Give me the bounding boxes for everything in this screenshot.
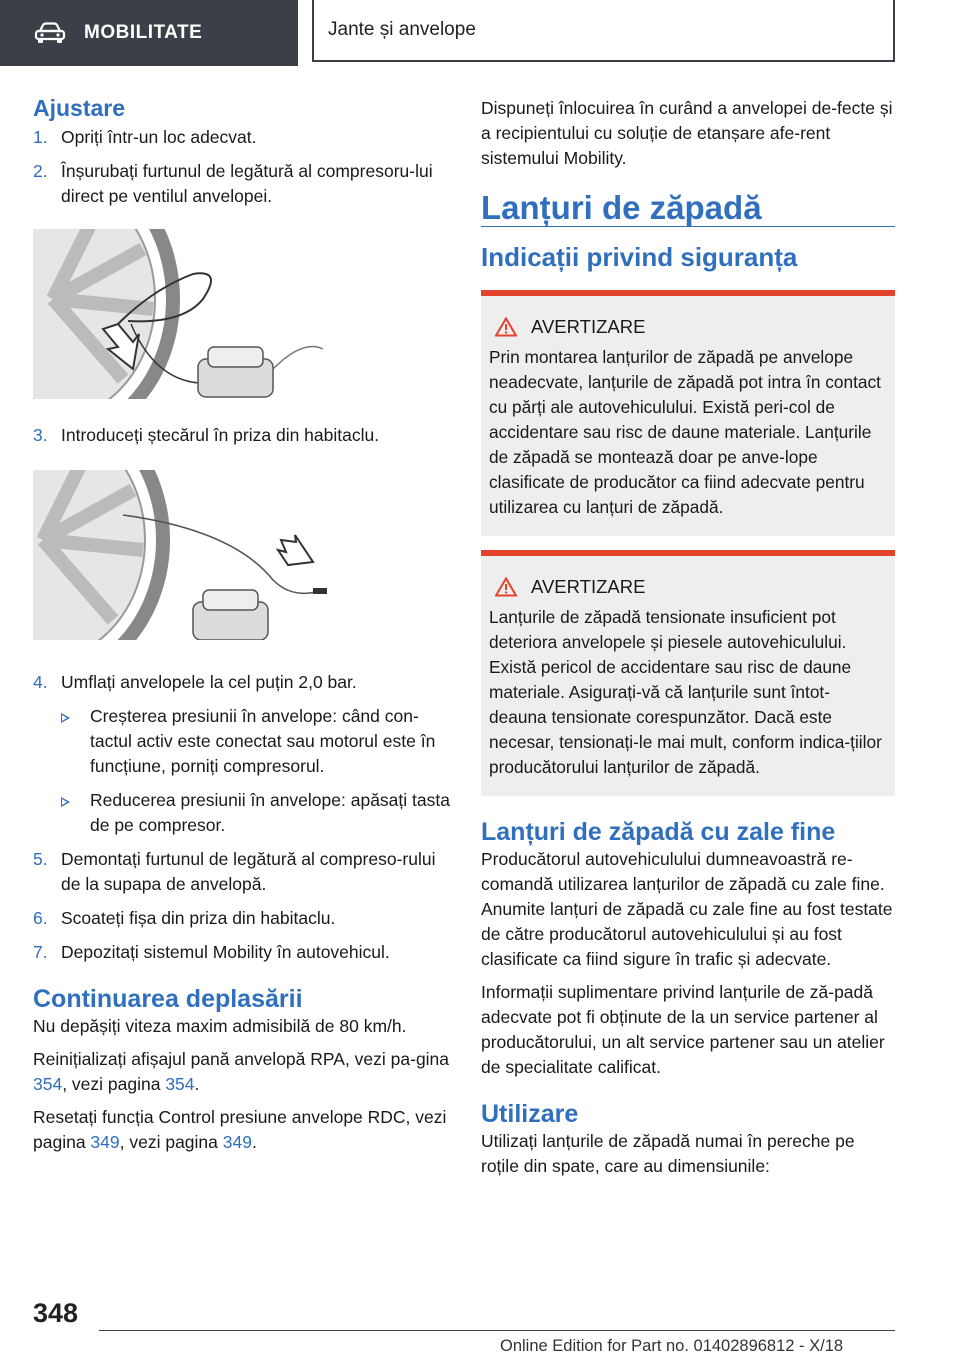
step-number: 1.	[33, 127, 48, 147]
car-icon	[34, 22, 66, 44]
step-number: 4.	[33, 672, 48, 692]
warning-title: AVERTIZARE	[531, 316, 646, 337]
footer-divider	[99, 1330, 895, 1331]
plug-socket-figure	[33, 470, 343, 640]
list-item	[33, 906, 451, 931]
safety-heading: Indicații privind siguranța	[481, 242, 798, 272]
list-item	[33, 847, 451, 897]
step-text: Depozitați sistemul Mobility în autovehicul.	[61, 942, 390, 962]
warning-triangle-icon	[495, 317, 517, 337]
sub-list-item	[61, 788, 451, 838]
left-column	[33, 96, 451, 1155]
step-text: Opriți într-un loc adecvat.	[61, 127, 257, 147]
sub-list-item	[61, 704, 451, 779]
chapter-label: MOBILITATE	[84, 22, 203, 43]
step-number: 5.	[33, 849, 48, 869]
list-item	[33, 159, 451, 209]
warning-header	[489, 574, 887, 599]
continuation-heading: Continuarea deplasării	[33, 985, 303, 1013]
step-number: 7.	[33, 942, 48, 962]
page-number: 348	[33, 1298, 79, 1328]
rpa-text: , vezi pagina	[62, 1074, 166, 1094]
warning-box	[481, 290, 895, 536]
list-item	[33, 940, 451, 965]
chains-title: Lanțuri de zăpadă	[481, 189, 762, 226]
bullet-triangle-icon	[61, 797, 70, 807]
warning-box	[481, 550, 895, 796]
warning-triangle-icon	[495, 577, 517, 597]
right-column	[481, 96, 895, 1179]
warning-text: Prin montarea lanțurilor de zăpadă pe anvelope neadecvate, lanțurile de zăpadă pot intra în contact cu părți ale autovehiculului. Există peri-col de accidentare sau risc de daune materiale. Lanțurile de zăpadă se montează doar pe anve-lope clasificate de producător ca fiind adecvate pentru utilizarea cu lanțuri de zăpadă.	[489, 347, 881, 517]
rpa-paragraph	[33, 1047, 451, 1097]
fine-chains-heading: Lanțuri de zăpadă cu zale fine	[481, 818, 836, 846]
edition-text: Online Edition for Part no. 01402896812 - X/18	[500, 1337, 844, 1355]
rdc-paragraph	[33, 1105, 451, 1155]
rpa-text: Reinițializați afișajul pană anvelopă RPA, vezi pa-gina	[33, 1049, 450, 1069]
page-link[interactable]: 349	[90, 1132, 120, 1152]
warning-title: AVERTIZARE	[531, 576, 646, 597]
rdc-text: .	[251, 1132, 257, 1152]
usage-paragraph: Utilizați lanțurile de zăpadă numai în pereche pe roțile din spate, care au dimensiunile:	[481, 1131, 855, 1176]
info-paragraph: Informații suplimentare privind lanțurile de ză-padă adecvate pot fi obținute de la un service partener al producătorului, un alt service partener sau un atelier de specialitate calificat.	[481, 982, 885, 1077]
list-item	[33, 125, 451, 150]
step-text: Introduceți ștecărul în priza din habitaclu.	[61, 425, 380, 445]
section-title: Jante și anvelope	[312, 0, 895, 62]
step-number: 2.	[33, 161, 48, 181]
usage-heading: Utilizare	[481, 1100, 579, 1128]
page-link[interactable]: 349	[222, 1132, 252, 1152]
ajustare-heading: Ajustare	[33, 95, 126, 121]
step-text: Înșurubați furtunul de legătură al compresoru-lui direct pe ventilul anvelopei.	[61, 161, 433, 206]
step-number: 3.	[33, 425, 48, 445]
warning-header	[489, 314, 887, 339]
page-link[interactable]: 354	[165, 1074, 195, 1094]
fine-chains-paragraph: Producătorul autovehiculului dumneavoastră re-comandă utilizarea lanțurilor de zăpadă cu zale fine. Anumite lanțuri de zăpadă cu zale fine au fost testate de către producătorul autovehiculului și au fost clasificate ca fiind sigure în trafic și adecvate.	[481, 849, 893, 969]
rdc-text: , vezi pagina	[119, 1132, 223, 1152]
chapter-tab	[0, 0, 298, 66]
intro-paragraph: Dispuneți înlocuirea în curând a anvelopei de-fecte și a recipientului cu soluție de etanșare afe-rent sistemului Mobility.	[481, 98, 893, 168]
page-header	[0, 0, 960, 66]
bullet-triangle-icon	[61, 713, 70, 723]
rpa-text: .	[194, 1074, 200, 1094]
page-link[interactable]: 354	[33, 1074, 63, 1094]
step-text: Umflați anvelopele la cel puțin 2,0 bar.	[61, 672, 357, 692]
list-item	[33, 423, 451, 448]
warning-text: Lanțurile de zăpadă tensionate insuficient pot deteriora anvelopele și piesele autovehiculului. Există pericol de accidentare sau risc de daune materiale. Asigurați-vă că lanțurile sunt întot-deauna tensionate corespunzător. Dacă este necesar, tensionați-le mai mult, conform indica-țiilor producătorului lanțurilor de zăpadă.	[489, 607, 882, 777]
sub-item-text: Reducerea presiunii în anvelope: apăsați tasta de pe compresor.	[90, 790, 450, 835]
compressor-wheel-figure	[33, 229, 343, 399]
chains-title-block	[481, 189, 895, 227]
step-text: Demontați furtunul de legătură al compreso-rului de la supapa de anvelopă.	[61, 849, 436, 894]
speed-paragraph: Nu depășiți viteza maxim admisibilă de 80 km/h.	[33, 1016, 407, 1036]
sub-item-text: Creșterea presiunii în anvelope: când con-tactul activ este conectat sau motorul este în funcțiune, porniți compresorul.	[90, 706, 436, 776]
step-text: Scoateți fișa din priza din habitaclu.	[61, 908, 336, 928]
step-number: 6.	[33, 908, 48, 928]
list-item	[33, 670, 451, 838]
rdc-text: Resetați funcția Control presiune anvelope RDC, vezi pagina	[33, 1107, 447, 1152]
